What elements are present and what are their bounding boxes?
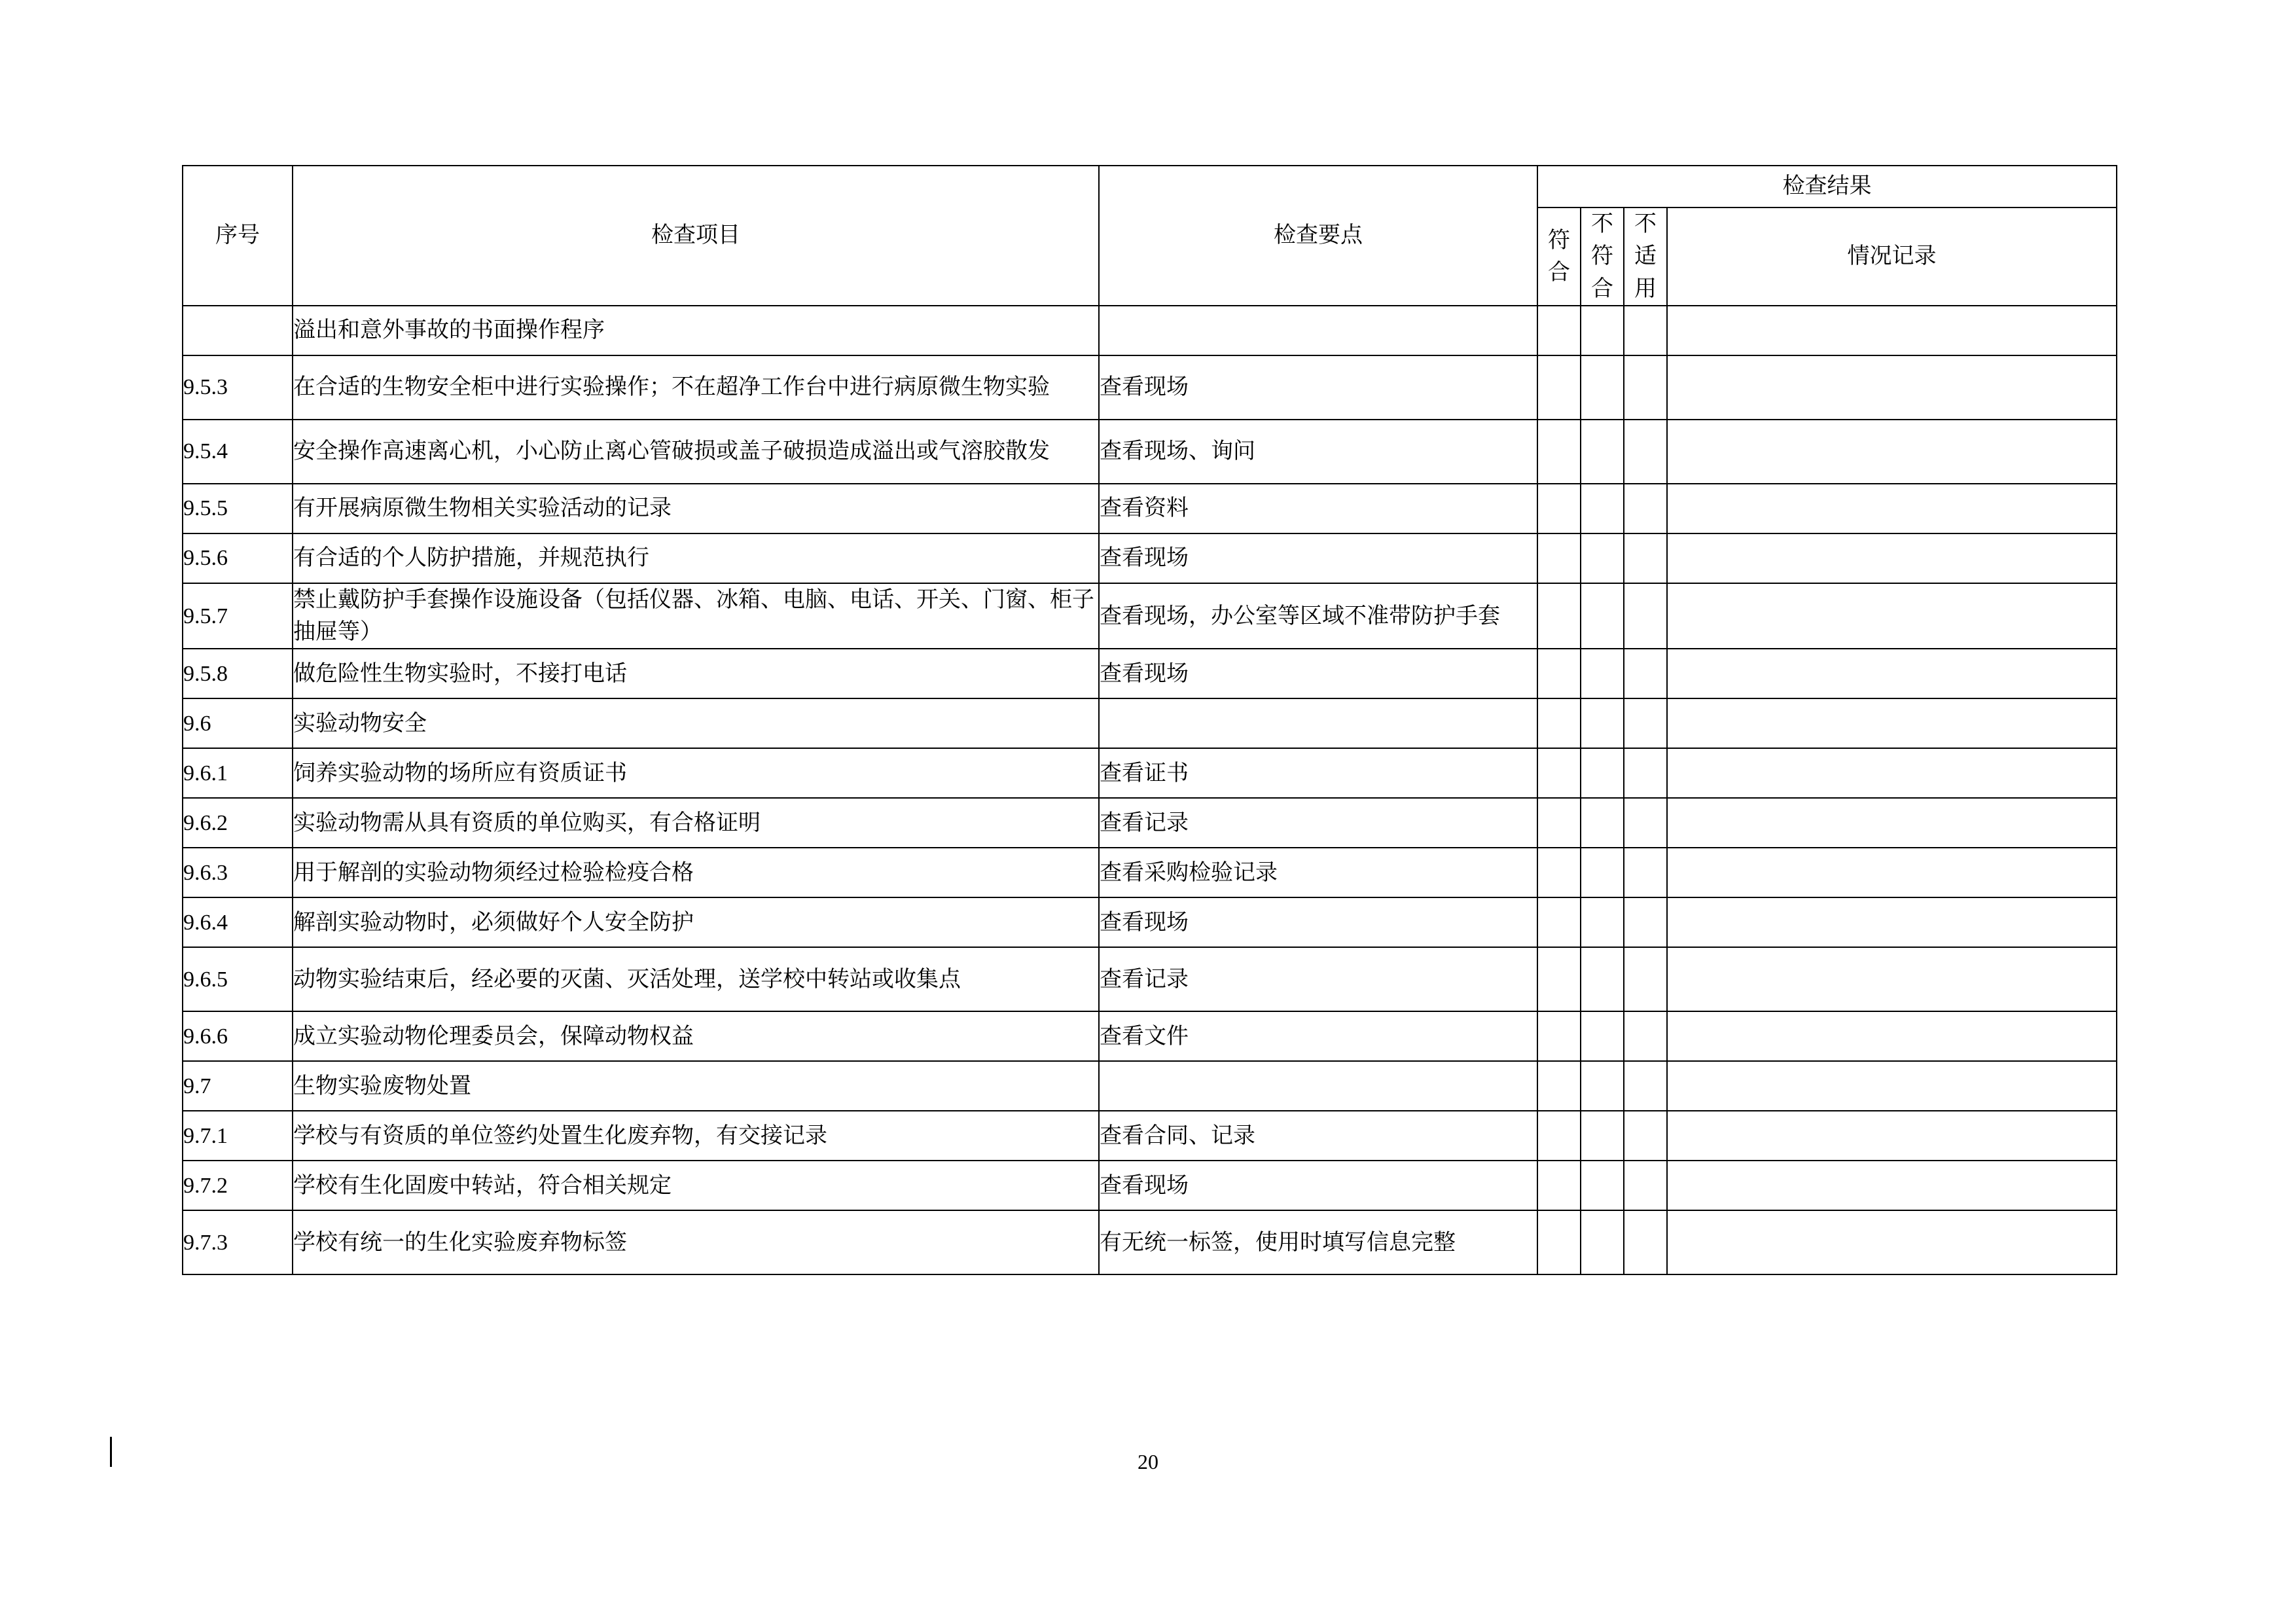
cell-not-applicable[interactable] xyxy=(1624,1161,1667,1210)
cell-conform[interactable] xyxy=(1537,533,1581,583)
table-row xyxy=(183,848,2117,897)
cell-nonconform[interactable] xyxy=(1581,1111,1624,1161)
header-conform: 符 合 xyxy=(1537,208,1581,306)
header-item: 检查项目 xyxy=(293,166,1099,306)
page-number: 20 xyxy=(1138,1450,1158,1473)
cell-nonconform[interactable] xyxy=(1581,484,1624,533)
cell-conform[interactable] xyxy=(1537,1210,1581,1274)
cell-item: 有开展病原微生物相关实验活动的记录 xyxy=(293,484,1099,533)
cell-seq: 9.7.3 xyxy=(183,1210,293,1274)
cell-record[interactable] xyxy=(1667,533,2117,583)
cell-nonconform[interactable] xyxy=(1581,306,1624,355)
cell-item: 饲养实验动物的场所应有资质证书 xyxy=(293,748,1099,798)
cell-item: 做危险性生物实验时，不接打电话 xyxy=(293,649,1099,698)
cell-nonconform[interactable] xyxy=(1581,1061,1624,1111)
table-row xyxy=(183,947,2117,1011)
cell-not-applicable[interactable] xyxy=(1624,698,1667,748)
cell-record[interactable] xyxy=(1667,748,2117,798)
cell-conform[interactable] xyxy=(1537,484,1581,533)
cell-nonconform[interactable] xyxy=(1581,848,1624,897)
cell-conform[interactable] xyxy=(1537,355,1581,420)
table-row xyxy=(183,748,2117,798)
cell-item: 成立实验动物伦理委员会，保障动物权益 xyxy=(293,1011,1099,1061)
cell-not-applicable[interactable] xyxy=(1624,1111,1667,1161)
header-result-group: 检查结果 xyxy=(1537,166,2117,208)
cell-conform[interactable] xyxy=(1537,848,1581,897)
table-row xyxy=(183,1011,2117,1061)
cell-seq: 9.5.7 xyxy=(183,583,293,649)
cell-record[interactable] xyxy=(1667,420,2117,484)
cell-nonconform[interactable] xyxy=(1581,533,1624,583)
cell-nonconform[interactable] xyxy=(1581,1011,1624,1061)
cell-record[interactable] xyxy=(1667,355,2117,420)
table-row xyxy=(183,1161,2117,1210)
cell-record[interactable] xyxy=(1667,649,2117,698)
cell-item: 生物实验废物处置 xyxy=(293,1061,1099,1111)
cell-point: 查看记录 xyxy=(1099,798,1537,848)
cell-not-applicable[interactable] xyxy=(1624,306,1667,355)
cell-conform[interactable] xyxy=(1537,583,1581,649)
table-row-section xyxy=(183,698,2117,748)
table-row xyxy=(183,484,2117,533)
cell-item: 动物实验结束后，经必要的灭菌、灭活处理，送学校中转站或收集点 xyxy=(293,947,1099,1011)
table-row xyxy=(183,1111,2117,1161)
cell-conform[interactable] xyxy=(1537,798,1581,848)
cell-point: 查看资料 xyxy=(1099,484,1537,533)
table-row xyxy=(183,649,2117,698)
cell-item: 安全操作高速离心机，小心防止离心管破损或盖子破损造成溢出或气溶胶散发 xyxy=(293,420,1099,484)
cell-item: 禁止戴防护手套操作设施设备（包括仪器、冰箱、电脑、电话、开关、门窗、柜子抽屉等） xyxy=(293,583,1099,649)
cell-seq: 9.5.5 xyxy=(183,484,293,533)
cell-seq: 9.6.2 xyxy=(183,798,293,848)
header-seq: 序号 xyxy=(183,166,293,306)
table-header xyxy=(183,166,2117,306)
table-row xyxy=(183,306,2117,355)
cell-record[interactable] xyxy=(1667,1011,2117,1061)
cell-point: 查看采购检验记录 xyxy=(1099,848,1537,897)
cell-conform[interactable] xyxy=(1537,1011,1581,1061)
cell-conform[interactable] xyxy=(1537,947,1581,1011)
cell-record[interactable] xyxy=(1667,848,2117,897)
cell-record[interactable] xyxy=(1667,306,2117,355)
cell-nonconform[interactable] xyxy=(1581,649,1624,698)
cell-not-applicable[interactable] xyxy=(1624,420,1667,484)
table-body xyxy=(183,306,2117,1275)
cell-item: 实验动物安全 xyxy=(293,698,1099,748)
cell-nonconform[interactable] xyxy=(1581,420,1624,484)
header-point: 检查要点 xyxy=(1099,166,1537,306)
cell-point xyxy=(1099,1061,1537,1111)
cell-item: 学校有统一的生化实验废弃物标签 xyxy=(293,1210,1099,1274)
cell-point: 查看文件 xyxy=(1099,1011,1537,1061)
table-row xyxy=(183,533,2117,583)
cell-point xyxy=(1099,698,1537,748)
table-row xyxy=(183,355,2117,420)
cell-point: 查看现场 xyxy=(1099,355,1537,420)
cell-seq xyxy=(183,306,293,355)
cell-not-applicable[interactable] xyxy=(1624,1210,1667,1274)
cell-seq: 9.5.3 xyxy=(183,355,293,420)
cell-record[interactable] xyxy=(1667,484,2117,533)
cell-nonconform[interactable] xyxy=(1581,698,1624,748)
cell-not-applicable[interactable] xyxy=(1624,1061,1667,1111)
cell-nonconform[interactable] xyxy=(1581,947,1624,1011)
cell-record[interactable] xyxy=(1667,698,2117,748)
cell-seq: 9.6.4 xyxy=(183,897,293,947)
cell-point: 查看合同、记录 xyxy=(1099,1111,1537,1161)
cell-seq: 9.6.1 xyxy=(183,748,293,798)
cell-record[interactable] xyxy=(1667,1061,2117,1111)
table-row xyxy=(183,420,2117,484)
table-row-section xyxy=(183,1061,2117,1111)
table-row xyxy=(183,897,2117,947)
cell-nonconform[interactable] xyxy=(1581,897,1624,947)
cell-point: 查看现场 xyxy=(1099,897,1537,947)
cell-point: 查看现场 xyxy=(1099,649,1537,698)
cell-seq: 9.5.8 xyxy=(183,649,293,698)
cell-conform[interactable] xyxy=(1537,649,1581,698)
cell-item: 在合适的生物安全柜中进行实验操作；不在超净工作台中进行病原微生物实验 xyxy=(293,355,1099,420)
cell-conform[interactable] xyxy=(1537,1161,1581,1210)
cell-conform[interactable] xyxy=(1537,1061,1581,1111)
cell-nonconform[interactable] xyxy=(1581,1161,1624,1210)
cell-item: 溢出和意外事故的书面操作程序 xyxy=(293,306,1099,355)
cell-record[interactable] xyxy=(1667,947,2117,1011)
cell-nonconform[interactable] xyxy=(1581,583,1624,649)
cell-nonconform[interactable] xyxy=(1581,798,1624,848)
cell-seq: 9.5.6 xyxy=(183,533,293,583)
cell-record[interactable] xyxy=(1667,583,2117,649)
cell-record[interactable] xyxy=(1667,798,2117,848)
cell-record[interactable] xyxy=(1667,1111,2117,1161)
cell-nonconform[interactable] xyxy=(1581,1210,1624,1274)
cell-record[interactable] xyxy=(1667,1210,2117,1274)
cell-not-applicable[interactable] xyxy=(1624,798,1667,848)
cell-item: 学校有生化固废中转站，符合相关规定 xyxy=(293,1161,1099,1210)
cell-point: 查看证书 xyxy=(1099,748,1537,798)
cell-point: 查看记录 xyxy=(1099,947,1537,1011)
cell-record[interactable] xyxy=(1667,1161,2117,1210)
cell-item: 有合适的个人防护措施，并规范执行 xyxy=(293,533,1099,583)
cell-seq: 9.6.5 xyxy=(183,947,293,1011)
cell-conform[interactable] xyxy=(1537,306,1581,355)
cell-nonconform[interactable] xyxy=(1581,355,1624,420)
cell-conform[interactable] xyxy=(1537,897,1581,947)
cell-item: 解剖实验动物时，必须做好个人安全防护 xyxy=(293,897,1099,947)
cell-seq: 9.6 xyxy=(183,698,293,748)
cell-not-applicable[interactable] xyxy=(1624,649,1667,698)
cell-not-applicable[interactable] xyxy=(1624,355,1667,420)
cell-point: 有无统一标签，使用时填写信息完整 xyxy=(1099,1210,1537,1274)
table-row xyxy=(183,1210,2117,1274)
cell-not-applicable[interactable] xyxy=(1624,848,1667,897)
cell-seq: 9.7.2 xyxy=(183,1161,293,1210)
table-row xyxy=(183,798,2117,848)
cell-not-applicable[interactable] xyxy=(1624,748,1667,798)
cell-seq: 9.6.3 xyxy=(183,848,293,897)
cell-point: 查看现场 xyxy=(1099,533,1537,583)
cell-point xyxy=(1099,306,1537,355)
inspection-checklist-table xyxy=(182,165,2117,1275)
cell-item: 实验动物需从具有资质的单位购买，有合格证明 xyxy=(293,798,1099,848)
cell-record[interactable] xyxy=(1667,897,2117,947)
cell-item: 用于解剖的实验动物须经过检验检疫合格 xyxy=(293,848,1099,897)
cell-seq: 9.7 xyxy=(183,1061,293,1111)
cell-conform[interactable] xyxy=(1537,420,1581,484)
cell-seq: 9.7.1 xyxy=(183,1111,293,1161)
cell-point: 查看现场 xyxy=(1099,1161,1537,1210)
cell-seq: 9.6.6 xyxy=(183,1011,293,1061)
cell-not-applicable[interactable] xyxy=(1624,897,1667,947)
table-row xyxy=(183,583,2117,649)
cell-not-applicable[interactable] xyxy=(1624,533,1667,583)
cell-item: 学校与有资质的单位签约处置生化废弃物，有交接记录 xyxy=(293,1111,1099,1161)
cell-nonconform[interactable] xyxy=(1581,748,1624,798)
header-nonconform: 不 符 合 xyxy=(1581,208,1624,306)
header-not-applicable: 不 适 用 xyxy=(1624,208,1667,306)
header-record: 情况记录 xyxy=(1667,208,2117,306)
cell-not-applicable[interactable] xyxy=(1624,484,1667,533)
cell-point: 查看现场、询问 xyxy=(1099,420,1537,484)
cell-conform[interactable] xyxy=(1537,1111,1581,1161)
cell-seq: 9.5.4 xyxy=(183,420,293,484)
header-row-top xyxy=(183,166,2117,208)
cell-conform[interactable] xyxy=(1537,698,1581,748)
cell-conform[interactable] xyxy=(1537,748,1581,798)
cell-point: 查看现场，办公室等区域不准带防护手套 xyxy=(1099,583,1537,649)
cell-not-applicable[interactable] xyxy=(1624,583,1667,649)
cell-not-applicable[interactable] xyxy=(1624,1011,1667,1061)
cell-not-applicable[interactable] xyxy=(1624,947,1667,1011)
